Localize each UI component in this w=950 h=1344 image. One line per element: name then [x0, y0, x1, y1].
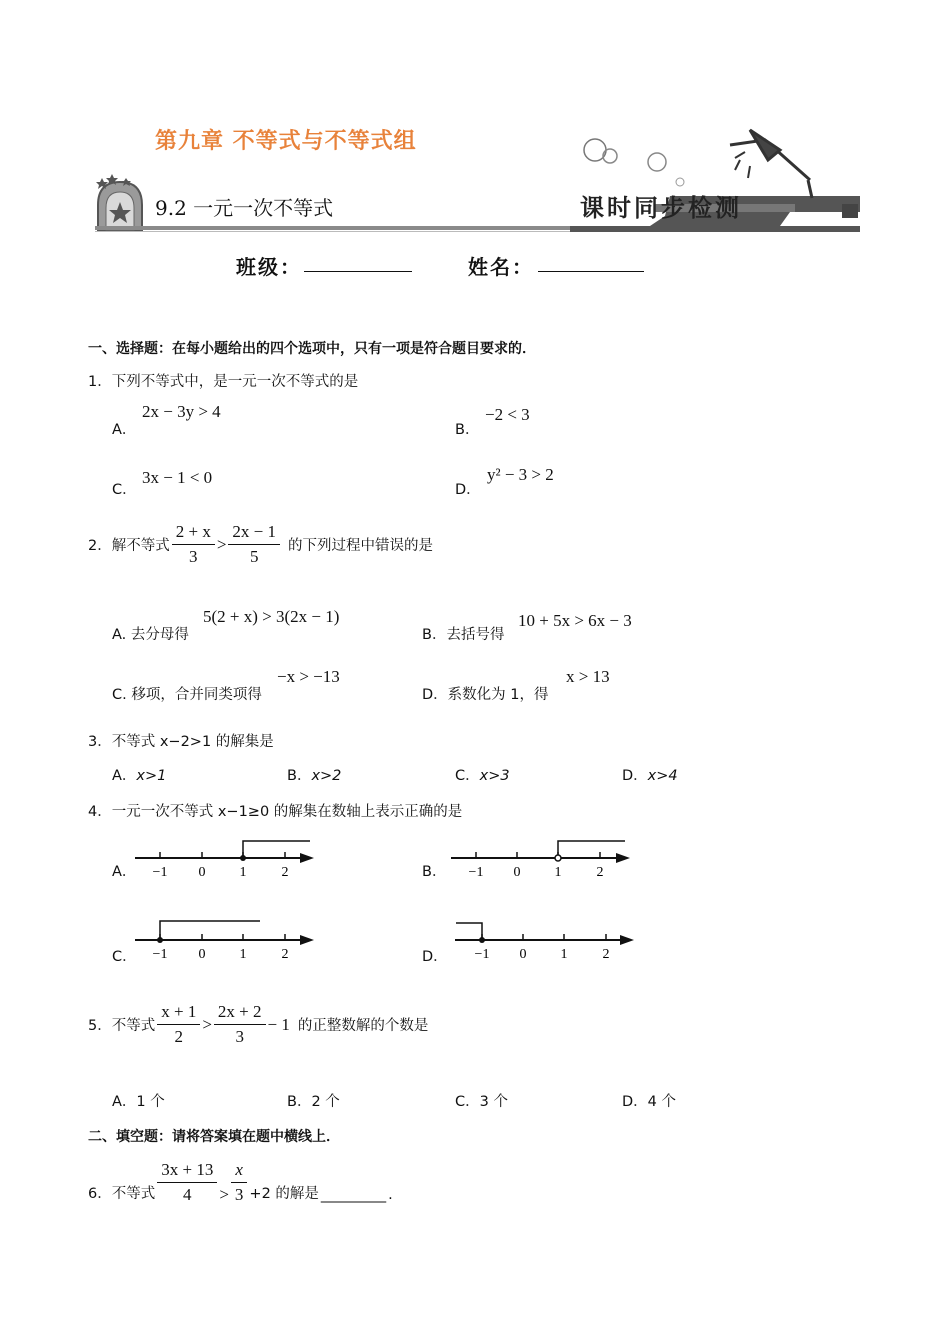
- tick-label: 1: [239, 947, 247, 961]
- q5-option-d-expr: 4 个: [647, 1094, 677, 1110]
- q2-stem-prefix: 2．解不等式: [88, 538, 170, 554]
- q2-fraction-1: [172, 520, 215, 569]
- q3-option-d-expr: x>4: [647, 768, 678, 784]
- question-1-stem: 1．下列不等式中，是一元一次不等式的是: [88, 374, 359, 390]
- q3-option-c-expr: x>3: [479, 768, 510, 784]
- question-5-stem: [88, 1000, 428, 1049]
- class-blank[interactable]: [304, 270, 412, 272]
- q5-frac1-den: 2: [174, 1027, 184, 1046]
- q4-numberline-d: [452, 916, 637, 961]
- class-label: 班级：: [236, 255, 302, 279]
- q5-frac2-num: 2x + 2: [214, 1000, 266, 1025]
- q1-option-a-expr: 2x − 3y > 4: [142, 402, 221, 421]
- q5-stem-prefix: 5．不等式: [88, 1018, 156, 1034]
- q1-option-a-label: A．: [112, 422, 137, 438]
- q3-option-b-expr: x>2: [311, 768, 342, 784]
- q1-option-b-expr: −2 < 3: [485, 405, 530, 424]
- q2-frac2-den: 5: [249, 547, 259, 566]
- q2-option-c-label: C. 移项，合并同类项得: [112, 687, 262, 703]
- q2-option-b-label: B．去括号得: [422, 627, 505, 643]
- tick-label: 1: [239, 865, 247, 880]
- tick-label: −1: [152, 947, 168, 961]
- tick-label: 2: [281, 947, 289, 961]
- q5-gt: >: [202, 1014, 212, 1034]
- name-blank[interactable]: [538, 270, 644, 272]
- q2-gt: >: [216, 534, 227, 554]
- q6-frac2-den: 3: [234, 1185, 244, 1204]
- q4-numberline-a: [132, 836, 317, 881]
- q2-option-c-expr: −x > −13: [277, 667, 340, 686]
- tick-label: 1: [560, 947, 568, 961]
- tick-label: −1: [468, 865, 484, 880]
- section-2-title: 二、填空题：请将答案填在题中横线上．: [88, 1129, 340, 1145]
- section-1-title: 一、选择题：在每小题给出的四个选项中，只有一项是符合题目要求的．: [88, 341, 536, 357]
- question-4-stem: 4．一元一次不等式 x−1≥0 的解集在数轴上表示正确的是: [88, 804, 463, 820]
- q5-option-a: [112, 1090, 165, 1111]
- q6-fraction-2: [231, 1158, 248, 1207]
- q5-option-d-label: D．: [622, 1094, 648, 1110]
- q4-option-d-label: D．: [422, 949, 448, 965]
- q3-option-a: [112, 764, 166, 785]
- tick-label: 0: [513, 865, 521, 880]
- q5-option-a-expr: 1 个: [136, 1094, 165, 1110]
- tick-label: 1: [554, 865, 562, 880]
- q3-option-d-label: D．: [622, 768, 648, 784]
- q3-option-c-label: C．: [455, 768, 480, 784]
- tick-label: 2: [281, 865, 289, 880]
- q1-option-b-label: B．: [455, 422, 480, 438]
- q6-stem-prefix: 6．不等式: [88, 1186, 156, 1202]
- q6-end: .: [388, 1187, 393, 1203]
- q6-plus-two: +2 的解是: [249, 1186, 319, 1202]
- tick-label: 0: [519, 947, 527, 961]
- bubble-icon: [584, 139, 684, 186]
- q6-frac1-den: 4: [183, 1185, 192, 1204]
- q2-option-a-label: A. 去分母得: [112, 627, 189, 643]
- q5-option-b-label: B．: [287, 1094, 312, 1110]
- q2-stem-suffix: 的下列过程中错误的是: [288, 538, 434, 554]
- question-6-stem: [88, 1155, 393, 1207]
- q5-option-c-expr: 3 个: [479, 1094, 508, 1110]
- q5-minus-one: − 1: [267, 1014, 290, 1034]
- q2-option-a-expr: 5(2 + x) > 3(2x − 1): [203, 607, 340, 626]
- q5-fraction-1: [157, 1000, 200, 1049]
- q3-option-b: [287, 764, 341, 785]
- star-medal-icon: [96, 174, 142, 230]
- q6-answer-blank[interactable]: _________: [320, 1187, 387, 1203]
- q3-option-d: [622, 764, 678, 785]
- q5-option-c-label: C．: [455, 1094, 480, 1110]
- q4-option-b-label: B．: [422, 864, 447, 880]
- q2-frac1-den: 3: [189, 547, 198, 566]
- q3-option-c: [455, 764, 510, 785]
- q4-numberline-c: [132, 916, 317, 961]
- q6-frac1-num: 3x + 13: [157, 1158, 217, 1183]
- q1-option-c-label: C．: [112, 482, 137, 498]
- tick-label: −1: [152, 865, 168, 880]
- q2-option-d-label: D．系数化为 1，得: [422, 687, 549, 703]
- q1-option-d-label: D．: [455, 482, 481, 498]
- q5-option-b-expr: 2 个: [311, 1094, 340, 1110]
- q2-option-d-expr: x > 13: [566, 667, 610, 686]
- q5-stem-suffix: 的正整数解的个数是: [297, 1018, 429, 1034]
- name-label: 姓名：: [468, 255, 534, 279]
- q2-frac1-num: 2 + x: [172, 520, 215, 545]
- q6-fraction-1: [157, 1158, 217, 1207]
- lesson-title: 9.2 一元一次不等式: [155, 196, 334, 220]
- tick-label: 2: [602, 947, 610, 961]
- q1-option-c-expr: 3x − 1 < 0: [142, 468, 213, 487]
- tick-label: 2: [596, 865, 604, 880]
- q6-gt: >: [219, 1185, 229, 1204]
- q2-fraction-2: [228, 520, 280, 569]
- q5-option-a-label: A．: [112, 1094, 137, 1110]
- tick-label: 0: [198, 865, 206, 880]
- q6-frac2-num: x: [231, 1158, 247, 1183]
- q5-frac2-den: 3: [235, 1027, 244, 1046]
- q5-fraction-2: [214, 1000, 266, 1049]
- question-2-stem: [88, 520, 433, 569]
- tick-label: −1: [474, 947, 490, 961]
- q3-option-a-expr: x>1: [136, 768, 167, 784]
- q2-option-b-expr: 10 + 5x > 6x − 3: [518, 611, 632, 630]
- tick-label: 0: [198, 947, 206, 961]
- brand-title: 课时同步检测: [580, 193, 742, 222]
- q5-option-d: [622, 1090, 676, 1111]
- q5-option-c: [455, 1090, 508, 1111]
- q3-option-a-label: A．: [112, 768, 137, 784]
- q4-option-a-label: A．: [112, 864, 137, 880]
- q5-option-b: [287, 1090, 340, 1111]
- chapter-title: 第九章 不等式与不等式组: [155, 129, 417, 154]
- q2-frac2-num: 2x − 1: [228, 520, 280, 545]
- question-3-stem: 3．不等式 x−2>1 的解集是: [88, 734, 274, 750]
- q3-option-b-label: B．: [287, 768, 312, 784]
- q5-frac1-num: x + 1: [157, 1000, 200, 1025]
- q4-numberline-b: [448, 836, 633, 881]
- q4-option-c-label: C．: [112, 949, 137, 965]
- q1-option-d-expr: y² − 3 > 2: [487, 465, 554, 484]
